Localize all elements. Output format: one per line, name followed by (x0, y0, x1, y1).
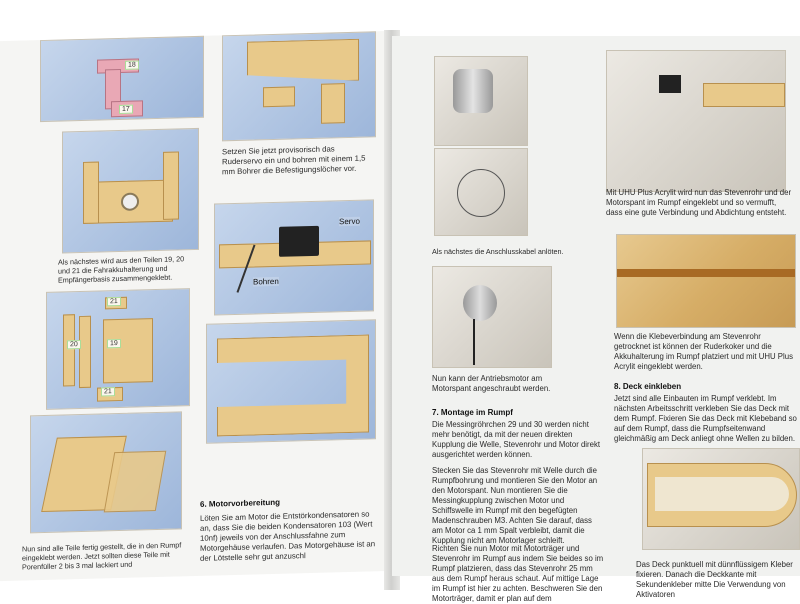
photo-deck-hull (642, 448, 800, 550)
caption-assembly: Als nächstes wird aus den Teilen 19, 20 und 21 die Fahrakkuhalterung und Empfängerbasis zusammengeklebt. (58, 254, 185, 285)
photo-motor-top (434, 56, 528, 146)
part-tag: 20 (67, 340, 81, 349)
caption-cables: Als nächstes die Anschlusskabel anlöten. (432, 247, 564, 256)
label-servo: Servo (339, 216, 360, 227)
photo-servo (214, 199, 374, 315)
right-page (392, 36, 800, 603)
caption-deck-bottom: Das Deck punktuell mit dünnflüssigem Kleber fixieren. Danach die Deckkante mit Sekundenkleber mitte Die Verwendung von Aktivatoren (636, 560, 793, 599)
photo-motor-cables (432, 266, 552, 368)
caption-after: Wenn die Klebeverbindung am Stevenrohr getrocknet ist können der Ruderkoker und die Akkuhalterung im Rumpf platziert und mit UHU Plus Acrylit eingeklebt werden. (614, 332, 793, 371)
label-bohren: Bohren (253, 276, 279, 287)
photo-frame-parts (222, 31, 376, 141)
text-motor: Löten Sie am Motor die Entstörkondensatoren so an, dass Sie die beiden Kondensatoren 103 (Wert 10nf) jeweils von der Anschlussfahne zum Motorgehäuse verlaufen. Das Motorgehäuse ist an der Lötstelle sehr gut anzuschl (200, 509, 376, 563)
text-mount-1: Die Messingröhrchen 29 und 30 werden nicht mehr benötigt, da mit der neuen direkten Kupplung die Welle, Stevenrohr und Motor direkt ausgerichtet werden können. (432, 420, 601, 459)
caption-screw: Nun kann der Antriebsmotor am Motorspant angeschraubt werden. (432, 374, 551, 393)
photo-parts-19-20-21 (46, 288, 190, 410)
part-tag: 19 (107, 339, 121, 348)
photo-stern-tube (616, 234, 796, 328)
photo-motor-drawing (434, 148, 528, 236)
photo-motor-hull (606, 50, 786, 192)
part-tag: 17 (119, 105, 133, 114)
left-page (0, 31, 392, 581)
part-tag: 21 (107, 297, 121, 306)
heading-motor: 6. Motorvorbereitung (200, 497, 281, 509)
caption-servo: Setzen Sie jetzt provisorisch das Ruderservo ein und bohren mit einem 1,5 mm Bohrer die Befestigungslöcher vor. (222, 144, 366, 177)
text-mount-3: Richten Sie nun Motor mit Motorträger und Stevenrohr im Rumpf aus indem Sie beides so im Rumpf platzieren, dass das Stevenrohr 25 mm aus dem Rumpf heraus schaut. Auf mittige Lage im Rumpf ist hier zu achten. Beschweren Sie den Motorträger, damit er plan auf dem (432, 544, 604, 603)
heading-deck: 8. Deck einkleben (614, 382, 682, 391)
text-mount-2: Stecken Sie das Stevenrohr mit Welle durch die Rumpfbohrung und montieren Sie den Motor an den Motorspant. Nun montieren Sie die Messingkupplung zwischen Motor und Schiffswelle im Rumpf mit den begefügten Madenschrauben M3. Achten Sie darauf, dass am Motor ca 1 mm Spalt verbleibt, damit die Kupplung nicht am Motorlager schleift. (432, 466, 598, 545)
photo-box-parts (30, 411, 182, 533)
part-tag: 18 (125, 60, 139, 69)
photo-battery-holder (62, 128, 199, 254)
photo-parts-pink (40, 36, 204, 122)
caption-uhu: Mit UHU Plus Acrylit wird nun das Stevenrohr und der Motorspant im Rumpf eingeklebt und so vermufft, dass eine gute Verbindung und Abdichtung entsteht. (606, 188, 792, 217)
caption-paint: Nun sind alle Teile fertig gestellt, die in den Rumpf eingeklebt werden. Jetzt sollten diese Teile mit Porenfüller 2 bis 3 mal lackiert und (22, 540, 182, 572)
heading-mount: 7. Montage im Rumpf (432, 408, 513, 417)
photo-base-board (206, 319, 376, 443)
text-deck: Jetzt sind alle Einbauten im Rumpf verklebt. Im nächsten Arbeitsschritt verkleben Sie das Deck mit dem Rumpf. Fixieren Sie das Deck mit Klebeband so auf dem Rumpf, dass die Rumpfseitenwand gleichmäßig am Deck anliegt ohne Wellen zu bilden. (614, 394, 797, 443)
part-tag: 21 (101, 387, 115, 396)
